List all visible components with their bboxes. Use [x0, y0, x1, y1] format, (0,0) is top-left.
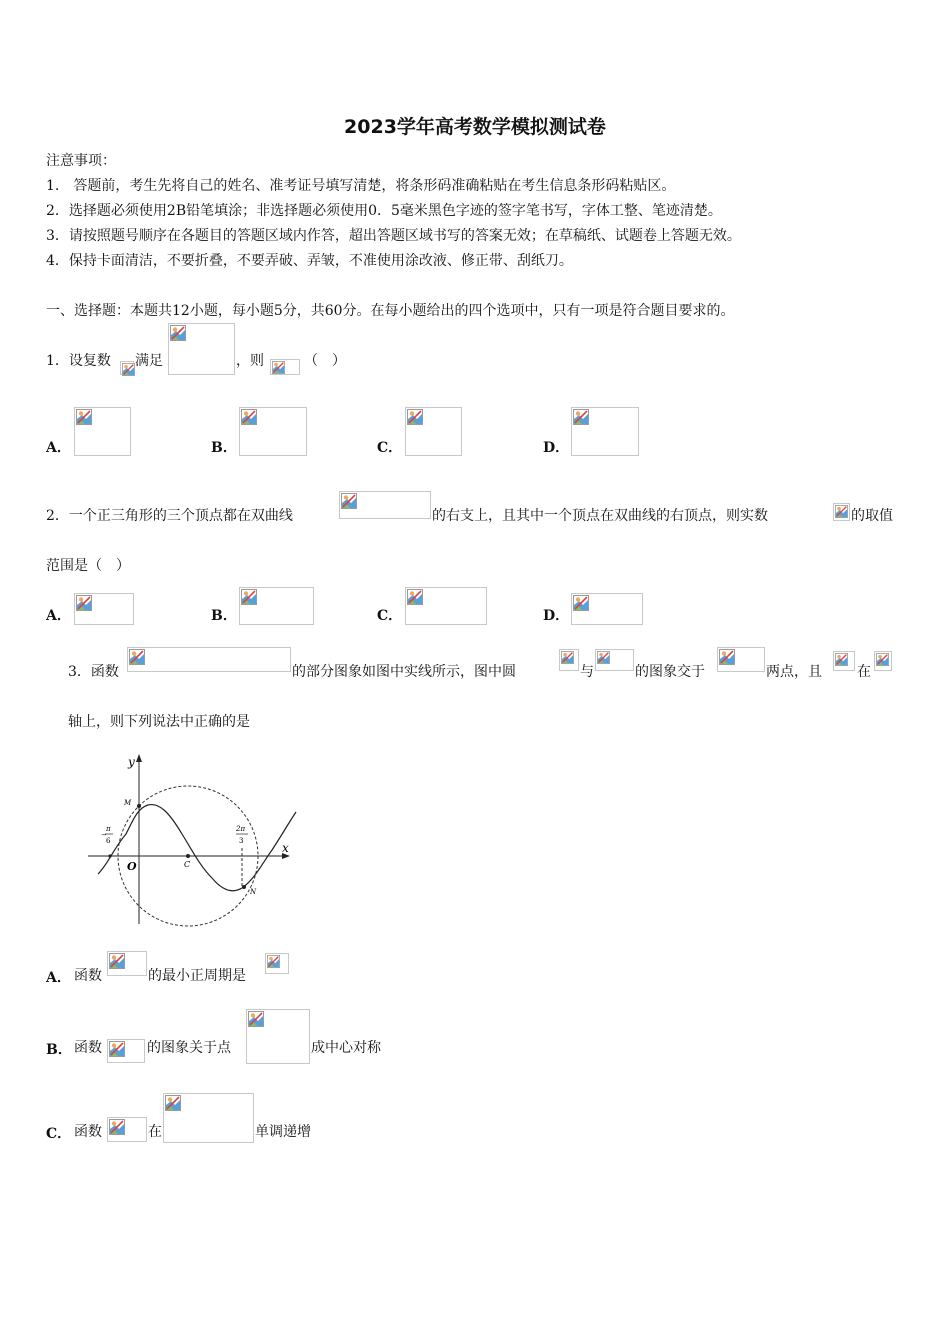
broken-image-icon	[241, 409, 257, 425]
q3-text-5: 两点，且	[766, 664, 822, 680]
q3-option-b[interactable]: B．	[46, 1042, 72, 1058]
origin-label: O	[127, 860, 137, 873]
q3-option-a[interactable]: A．	[46, 970, 71, 986]
q2-text-1: 2．一个正三角形的三个顶点都在双曲线	[46, 508, 293, 524]
point-c	[186, 854, 190, 858]
q1-formula-z	[120, 361, 134, 375]
notice-item-3: 3．请按照题号顺序在各题目的答题区域内作答，超出答题区域书写的答案无效；在草稿纸、试题卷上答题无效。	[46, 228, 741, 244]
broken-image-icon	[573, 595, 589, 611]
q3-formula-function	[127, 647, 291, 672]
q3-option-b-formula-point	[246, 1009, 310, 1064]
q3-formula-fx	[595, 649, 634, 671]
q3-option-c-formula-interval	[163, 1093, 254, 1143]
notice-heading: 注意事项：	[46, 153, 116, 169]
q2-formula-param	[833, 503, 850, 521]
q2-option-a-formula	[74, 593, 134, 625]
q1-option-c[interactable]: C．	[377, 440, 403, 456]
q3-formula-points	[717, 647, 765, 672]
page-title: 2023学年高考数学模拟测试卷	[344, 116, 606, 138]
q3-figure-graph	[86, 752, 306, 930]
broken-image-icon	[109, 1119, 125, 1135]
q2-option-d[interactable]: D．	[543, 608, 570, 624]
notice-item-2: 2．选择题必须使用2B铅笔填涂；非选择题必须使用0．5毫米黑色字迹的签字笔书写，字体工整、笔迹清楚。	[46, 203, 722, 219]
broken-image-icon	[76, 409, 92, 425]
point-n	[242, 885, 246, 889]
q2-option-c[interactable]: C．	[377, 608, 403, 624]
q3-option-c-text-2: 在	[148, 1124, 162, 1140]
q3-option-c-text-3: 单调递增	[255, 1124, 311, 1140]
q3-text-3: 与	[580, 664, 594, 680]
y-label: y	[128, 755, 135, 769]
q3-option-a-text-2: 的最小正周期是	[148, 968, 246, 984]
broken-image-icon	[719, 649, 735, 665]
q2-text-4: 范围是（ ）	[46, 558, 130, 574]
broken-image-icon	[573, 409, 589, 425]
left-tick-numerator: π	[106, 825, 111, 833]
q3-option-a-formula-period	[265, 953, 289, 974]
broken-image-icon	[272, 361, 285, 374]
q1-formula-expression	[270, 359, 300, 375]
q1-option-c-formula	[405, 407, 462, 456]
sine-curve	[98, 805, 296, 891]
q3-option-b-text-1: 函数	[74, 1040, 102, 1056]
q1-text-3: ，则	[236, 353, 264, 369]
broken-image-icon	[129, 649, 145, 665]
point-left-zero	[108, 854, 111, 857]
minus-sign: −	[101, 831, 107, 839]
q3-option-b-formula-fx	[107, 1039, 145, 1063]
q3-option-b-text-2: 的图象关于点	[147, 1040, 231, 1056]
q2-text-2: 的右支上，且其中一个顶点在双曲线的右顶点，则实数	[432, 508, 768, 524]
broken-image-icon	[597, 651, 610, 664]
q2-option-a[interactable]: A．	[46, 608, 71, 624]
q1-text-2: 满足	[135, 353, 163, 369]
broken-image-icon	[165, 1095, 181, 1111]
c-label: C	[184, 860, 191, 869]
q3-formula-axis	[874, 651, 892, 671]
q3-option-b-text-3: 成中心对称	[311, 1040, 381, 1056]
q2-formula-hyperbola	[339, 491, 431, 519]
q1-option-a-formula	[74, 407, 131, 456]
notice-item-1: 1. 答题前，考生先将自己的姓名、准考证号填写清楚，将条形码准确粘贴在考生信息条形码粘贴区。	[46, 178, 676, 194]
section-heading: 一、选择题：本题共12小题，每小题5分，共60分。在每小题给出的四个选项中，只有一项是符合题目要求的。	[46, 303, 735, 319]
broken-image-icon	[341, 493, 357, 509]
q1-text-1: 1．设复数	[46, 353, 111, 369]
q3-option-c-formula-fx	[107, 1117, 147, 1142]
q3-option-a-text-1: 函数	[74, 968, 102, 984]
q1-option-b[interactable]: B．	[211, 440, 237, 456]
q3-text-6: 在	[857, 664, 871, 680]
broken-image-icon	[267, 955, 280, 968]
q2-option-d-formula	[571, 593, 643, 625]
q2-option-b-formula	[239, 587, 314, 625]
broken-image-icon	[835, 653, 848, 666]
q3-text-1: 3．函数	[68, 664, 119, 680]
broken-image-icon	[876, 653, 889, 666]
broken-image-icon	[241, 589, 257, 605]
q1-text-4: （ ）	[304, 353, 346, 369]
broken-image-icon	[561, 651, 574, 664]
broken-image-icon	[76, 595, 92, 611]
q2-option-b[interactable]: B．	[211, 608, 237, 624]
broken-image-icon	[109, 1041, 125, 1057]
q3-text-4: 的图象交于	[635, 664, 705, 680]
broken-image-icon	[122, 363, 135, 376]
right-tick-numerator: 2π	[236, 825, 246, 833]
q3-formula-m	[833, 651, 855, 671]
q2-text-3: 的取值	[851, 508, 893, 524]
q1-option-d[interactable]: D．	[543, 440, 570, 456]
q1-option-d-formula	[571, 407, 639, 456]
q3-formula-circle	[559, 649, 579, 671]
x-label: x	[282, 841, 289, 855]
q3-option-a-formula-fx	[107, 951, 147, 976]
n-label: N	[250, 888, 257, 896]
q3-option-c[interactable]: C．	[46, 1126, 72, 1142]
q2-option-c-formula	[405, 587, 487, 625]
broken-image-icon	[835, 505, 848, 518]
point-m	[137, 804, 141, 808]
q1-option-b-formula	[239, 407, 307, 456]
q1-formula-condition	[168, 323, 235, 375]
broken-image-icon	[109, 953, 125, 969]
broken-image-icon	[407, 409, 423, 425]
q1-option-a[interactable]: A．	[46, 440, 71, 456]
right-tick-denominator: 3	[239, 837, 244, 845]
left-tick-denominator: 6	[106, 837, 111, 845]
y-axis-arrow-icon	[136, 754, 142, 762]
broken-image-icon	[248, 1011, 264, 1027]
broken-image-icon	[170, 325, 186, 341]
q3-text-7: 轴上，则下列说法中正确的是	[68, 714, 250, 730]
m-label: M	[124, 799, 132, 807]
q3-option-c-text-1: 函数	[74, 1124, 102, 1140]
notice-item-4: 4．保持卡面清洁，不要折叠，不要弄破、弄皱，不准使用涂改液、修正带、刮纸刀。	[46, 253, 573, 269]
q3-text-2: 的部分图象如图中实线所示，图中圆	[292, 664, 516, 680]
broken-image-icon	[407, 589, 423, 605]
